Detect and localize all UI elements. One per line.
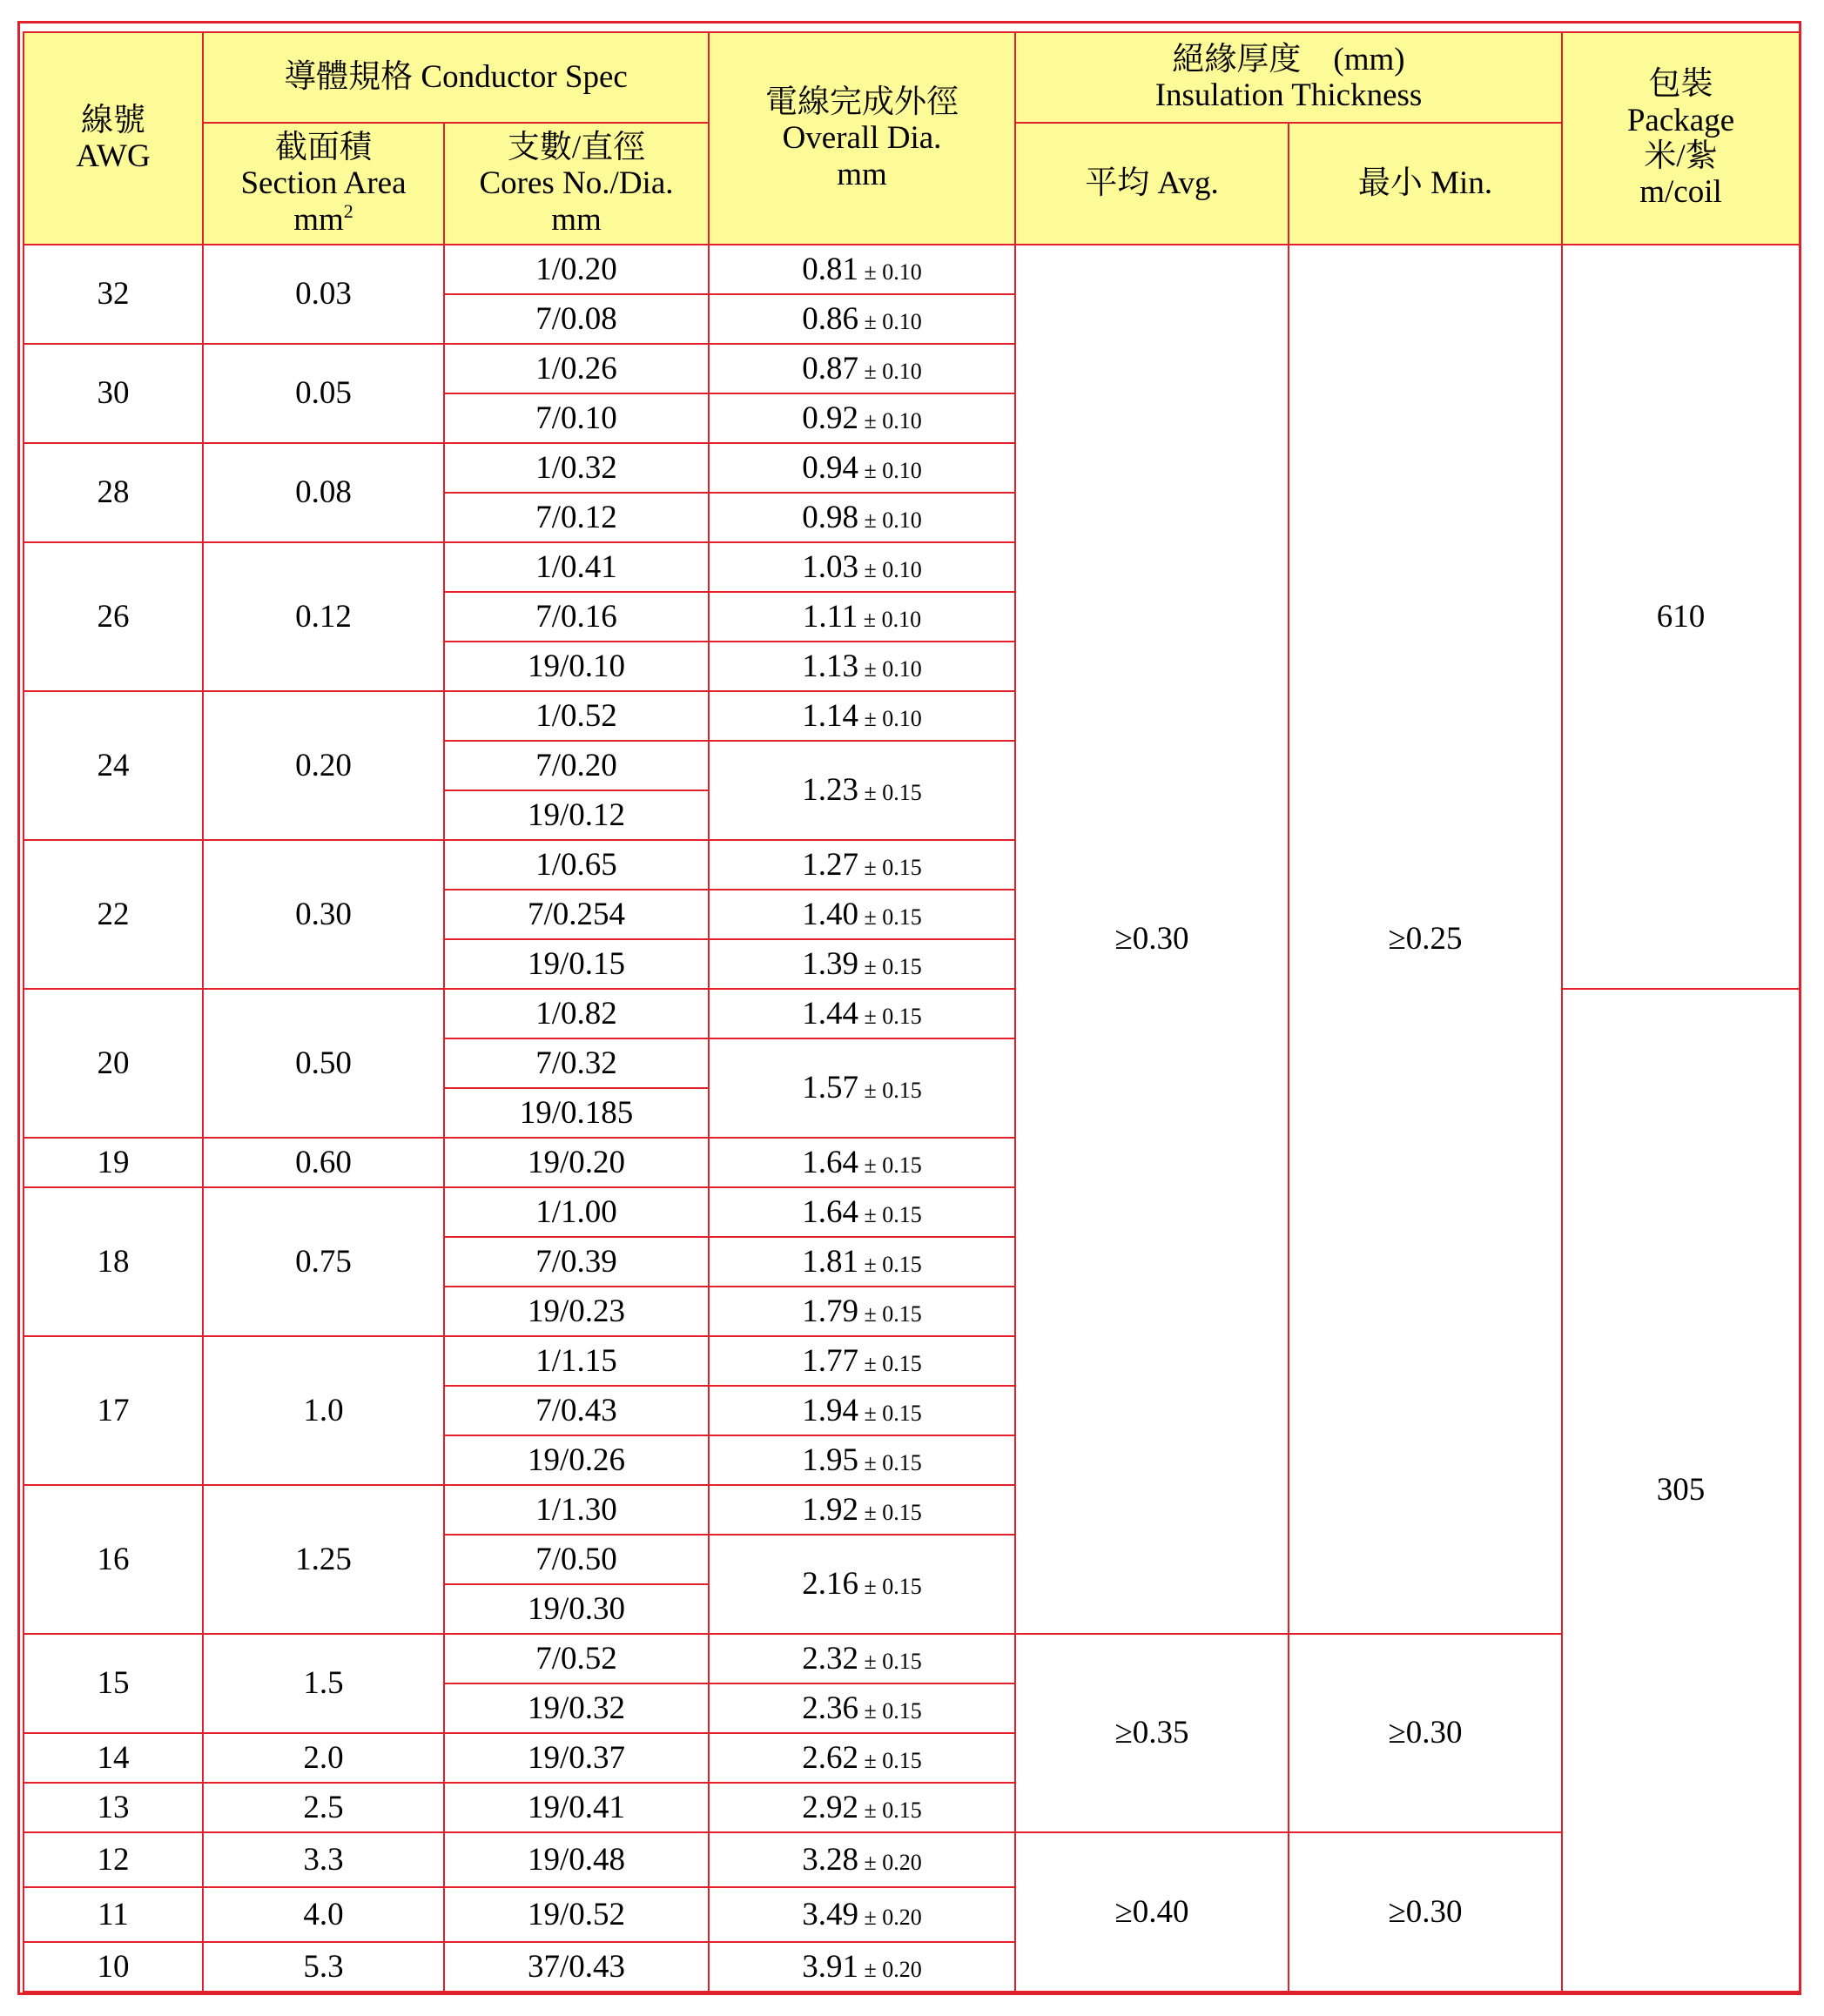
section-area-cell: 2.0	[203, 1733, 444, 1783]
dia-value: 3.49	[802, 1896, 858, 1932]
dia-tolerance: ± 0.15	[858, 1201, 922, 1227]
cores-cell: 1/0.26	[444, 344, 709, 393]
cores-cell: 1/1.30	[444, 1485, 709, 1535]
dia-value: 0.94	[802, 449, 858, 486]
overall-dia-cell	[709, 1634, 1015, 1683]
dia-tolerance: ± 0.15	[858, 1648, 922, 1674]
cores-cell: 19/0.10	[444, 642, 709, 691]
dia-tolerance: ± 0.10	[858, 259, 922, 285]
overall-dia-cell	[709, 642, 1015, 691]
awg-cell: 26	[24, 542, 203, 691]
section-area-cell: 0.12	[203, 542, 444, 691]
dia-value: 0.81	[802, 251, 858, 287]
header-avg: 平均 Avg.	[1015, 123, 1289, 245]
dia-value: 1.57	[802, 1070, 858, 1106]
overall-dia-cell	[709, 592, 1015, 642]
cores-cell: 19/0.30	[444, 1584, 709, 1634]
section-area-cell: 2.5	[203, 1783, 444, 1832]
overall-dia-cell	[709, 1683, 1015, 1733]
package-cell: 305	[1562, 989, 1800, 1992]
dia-tolerance: ± 0.15	[858, 1300, 922, 1327]
dia-value: 1.39	[802, 945, 858, 982]
awg-cell: 12	[24, 1832, 203, 1887]
table-row	[24, 1634, 1800, 1683]
dia-value: 1.92	[802, 1491, 858, 1528]
overall-dia-cell	[709, 542, 1015, 592]
section-area-cell: 0.05	[203, 344, 444, 443]
awg-cell: 15	[24, 1634, 203, 1733]
dia-value: 1.11	[802, 598, 858, 635]
overall-dia-cell	[709, 245, 1015, 294]
overall-dia-cell	[709, 393, 1015, 443]
cores-cell: 7/0.16	[444, 592, 709, 642]
overall-dia-cell	[709, 1435, 1015, 1485]
dia-value: 1.03	[802, 548, 858, 585]
dia-value: 1.40	[802, 896, 858, 932]
dia-value: 1.79	[802, 1293, 858, 1329]
header-cores: 支數/直徑 Cores No./Dia. mm	[444, 123, 709, 245]
dia-tolerance: ± 0.15	[858, 1251, 922, 1277]
overall-dia-cell	[709, 443, 1015, 493]
cores-cell: 7/0.52	[444, 1634, 709, 1683]
overall-dia-cell	[709, 890, 1015, 939]
header-section-area: 截面積 Section Area $mm^2$	[203, 123, 444, 245]
dia-tolerance: ± 0.10	[858, 705, 922, 731]
header-insulation-thickness: 絕緣厚度 (mm) Insulation Thickness	[1015, 32, 1562, 123]
section-area-cell: 5.3	[203, 1942, 444, 1992]
dia-tolerance: ± 0.10	[858, 308, 922, 334]
overall-dia-cell	[709, 741, 1015, 840]
insulation-avg-cell: ≥0.35	[1015, 1634, 1289, 1832]
dia-value: 1.81	[802, 1243, 858, 1280]
overall-dia-cell	[709, 1138, 1015, 1187]
awg-cell: 32	[24, 245, 203, 344]
dia-value: 2.36	[802, 1690, 858, 1726]
section-area-cell: 1.0	[203, 1336, 444, 1485]
overall-dia-cell	[709, 493, 1015, 542]
table-row	[24, 1832, 1800, 1887]
awg-cell: 28	[24, 443, 203, 542]
dia-value: 0.87	[802, 350, 858, 386]
cores-cell: 1/0.82	[444, 989, 709, 1038]
table-row	[24, 245, 1800, 294]
dia-tolerance: ± 0.15	[858, 1003, 922, 1029]
dia-tolerance: ± 0.10	[858, 606, 922, 632]
overall-dia-cell	[709, 1237, 1015, 1287]
dia-value: 3.91	[802, 1948, 858, 1985]
dia-value: 1.77	[802, 1342, 858, 1379]
awg-cell: 22	[24, 840, 203, 989]
dia-value: 1.23	[802, 772, 858, 809]
cores-cell: 19/0.185	[444, 1088, 709, 1138]
cores-cell: 7/0.39	[444, 1237, 709, 1287]
awg-cell: 19	[24, 1138, 203, 1187]
awg-cell: 11	[24, 1887, 203, 1942]
awg-cell: 10	[24, 1942, 203, 1992]
section-area-cell: 0.60	[203, 1138, 444, 1187]
cores-cell: 1/0.32	[444, 443, 709, 493]
cores-cell: 19/0.32	[444, 1683, 709, 1733]
overall-dia-cell	[709, 1535, 1015, 1634]
dia-value: 1.13	[802, 648, 858, 684]
section-area-cell: 4.0	[203, 1887, 444, 1942]
cores-cell: 7/0.10	[444, 393, 709, 443]
dia-value: 0.98	[802, 499, 858, 535]
overall-dia-cell	[709, 344, 1015, 393]
section-area-cell: 1.25	[203, 1485, 444, 1634]
header-awg: 線號 AWG	[24, 32, 203, 245]
dia-value: 1.27	[802, 846, 858, 883]
cores-cell: 19/0.48	[444, 1832, 709, 1887]
dia-value: 1.94	[802, 1392, 858, 1428]
awg-cell: 14	[24, 1733, 203, 1783]
awg-cell: 30	[24, 344, 203, 443]
dia-tolerance: ± 0.15	[858, 854, 922, 880]
overall-dia-cell	[709, 1887, 1015, 1942]
cores-cell: 19/0.23	[444, 1287, 709, 1336]
cores-cell: 1/0.20	[444, 245, 709, 294]
overall-dia-cell	[709, 1287, 1015, 1336]
overall-dia-cell	[709, 939, 1015, 989]
dia-tolerance: ± 0.10	[858, 407, 922, 433]
dia-tolerance: ± 0.10	[858, 556, 922, 582]
cores-cell: 19/0.52	[444, 1887, 709, 1942]
dia-tolerance: ± 0.15	[858, 1574, 922, 1600]
section-area-cell: 0.08	[203, 443, 444, 542]
dia-tolerance: ± 0.15	[858, 780, 922, 806]
dia-value: 1.64	[802, 1144, 858, 1180]
insulation-min-cell: ≥0.25	[1289, 245, 1562, 1634]
dia-tolerance: ± 0.10	[858, 457, 922, 483]
section-area-cell: 1.5	[203, 1634, 444, 1733]
dia-value: 2.92	[802, 1789, 858, 1825]
dia-value: 1.44	[802, 995, 858, 1032]
dia-tolerance: ± 0.15	[858, 1449, 922, 1475]
dia-value: 1.95	[802, 1441, 858, 1478]
dia-tolerance: ± 0.15	[858, 953, 922, 979]
section-area-cell: 0.03	[203, 245, 444, 344]
header-overall-dia: 電線完成外徑 Overall Dia. mm	[709, 32, 1015, 245]
overall-dia-cell	[709, 294, 1015, 344]
table-body	[24, 245, 1800, 1992]
dia-value: 0.92	[802, 400, 858, 436]
cores-cell: 7/0.12	[444, 493, 709, 542]
cores-cell: 19/0.20	[444, 1138, 709, 1187]
package-cell: 610	[1562, 245, 1800, 989]
dia-tolerance: ± 0.10	[858, 507, 922, 533]
dia-value: 1.14	[802, 697, 858, 734]
cores-cell: 1/1.00	[444, 1187, 709, 1237]
section-area-cell: 3.3	[203, 1832, 444, 1887]
dia-tolerance: ± 0.15	[858, 904, 922, 930]
awg-cell: 17	[24, 1336, 203, 1485]
dia-value: 0.86	[802, 300, 858, 337]
dia-tolerance: ± 0.20	[858, 1849, 922, 1875]
dia-tolerance: ± 0.15	[858, 1747, 922, 1773]
cores-cell: 7/0.08	[444, 294, 709, 344]
cores-cell: 19/0.15	[444, 939, 709, 989]
awg-cell: 13	[24, 1783, 203, 1832]
cores-cell: 7/0.43	[444, 1386, 709, 1435]
awg-cell: 24	[24, 691, 203, 840]
cores-cell: 1/0.52	[444, 691, 709, 741]
overall-dia-cell	[709, 1187, 1015, 1237]
cores-cell: 1/0.41	[444, 542, 709, 592]
overall-dia-cell	[709, 1733, 1015, 1783]
dia-tolerance: ± 0.15	[858, 1078, 922, 1104]
overall-dia-cell	[709, 1386, 1015, 1435]
cores-cell: 1/0.65	[444, 840, 709, 890]
section-area-cell: 0.30	[203, 840, 444, 989]
cores-cell: 7/0.20	[444, 741, 709, 790]
insulation-min-cell: ≥0.30	[1289, 1832, 1562, 1992]
overall-dia-cell	[709, 1942, 1015, 1992]
overall-dia-cell	[709, 840, 1015, 890]
dia-tolerance: ± 0.15	[858, 1499, 922, 1525]
dia-value: 2.32	[802, 1640, 858, 1677]
dia-tolerance: ± 0.20	[858, 1904, 922, 1930]
dia-tolerance: ± 0.15	[858, 1350, 922, 1376]
awg-cell: 18	[24, 1187, 203, 1336]
overall-dia-cell	[709, 691, 1015, 741]
overall-dia-cell	[709, 1485, 1015, 1535]
cores-cell: 7/0.50	[444, 1535, 709, 1584]
dia-tolerance: ± 0.15	[858, 1400, 922, 1426]
awg-cell: 16	[24, 1485, 203, 1634]
cores-cell: 19/0.12	[444, 790, 709, 840]
overall-dia-cell	[709, 1783, 1015, 1832]
overall-dia-cell	[709, 1336, 1015, 1386]
dia-tolerance: ± 0.10	[858, 358, 922, 384]
dia-tolerance: ± 0.15	[858, 1152, 922, 1178]
dia-tolerance: ± 0.10	[858, 655, 922, 682]
overall-dia-cell	[709, 1832, 1015, 1887]
dia-tolerance: ± 0.15	[858, 1797, 922, 1823]
header-package: 包裝 Package 米/紮 m/coil	[1562, 32, 1800, 245]
dia-value: 1.64	[802, 1193, 858, 1230]
insulation-avg-cell: ≥0.40	[1015, 1832, 1289, 1992]
cores-cell: 1/1.15	[444, 1336, 709, 1386]
wire-spec-table	[23, 31, 1800, 1992]
overall-dia-cell	[709, 989, 1015, 1038]
dia-value: 2.16	[802, 1566, 858, 1603]
cores-cell: 19/0.37	[444, 1733, 709, 1783]
cores-cell: 7/0.254	[444, 890, 709, 939]
cores-cell: 19/0.41	[444, 1783, 709, 1832]
insulation-avg-cell: ≥0.30	[1015, 245, 1289, 1634]
awg-cell: 20	[24, 989, 203, 1138]
cores-cell: 19/0.26	[444, 1435, 709, 1485]
header-conductor-spec: 導體規格 Conductor Spec	[203, 32, 709, 123]
cores-cell: 37/0.43	[444, 1942, 709, 1992]
dia-value: 3.28	[802, 1841, 858, 1878]
header-min: 最小 Min.	[1289, 123, 1562, 245]
section-area-cell: 0.20	[203, 691, 444, 840]
overall-dia-cell	[709, 1038, 1015, 1138]
section-area-cell: 0.50	[203, 989, 444, 1138]
dia-tolerance: ± 0.20	[858, 1956, 922, 1982]
section-area-cell: 0.75	[203, 1187, 444, 1336]
insulation-min-cell: ≥0.30	[1289, 1634, 1562, 1832]
cores-cell: 7/0.32	[444, 1038, 709, 1088]
dia-tolerance: ± 0.15	[858, 1697, 922, 1724]
dia-value: 2.62	[802, 1739, 858, 1776]
